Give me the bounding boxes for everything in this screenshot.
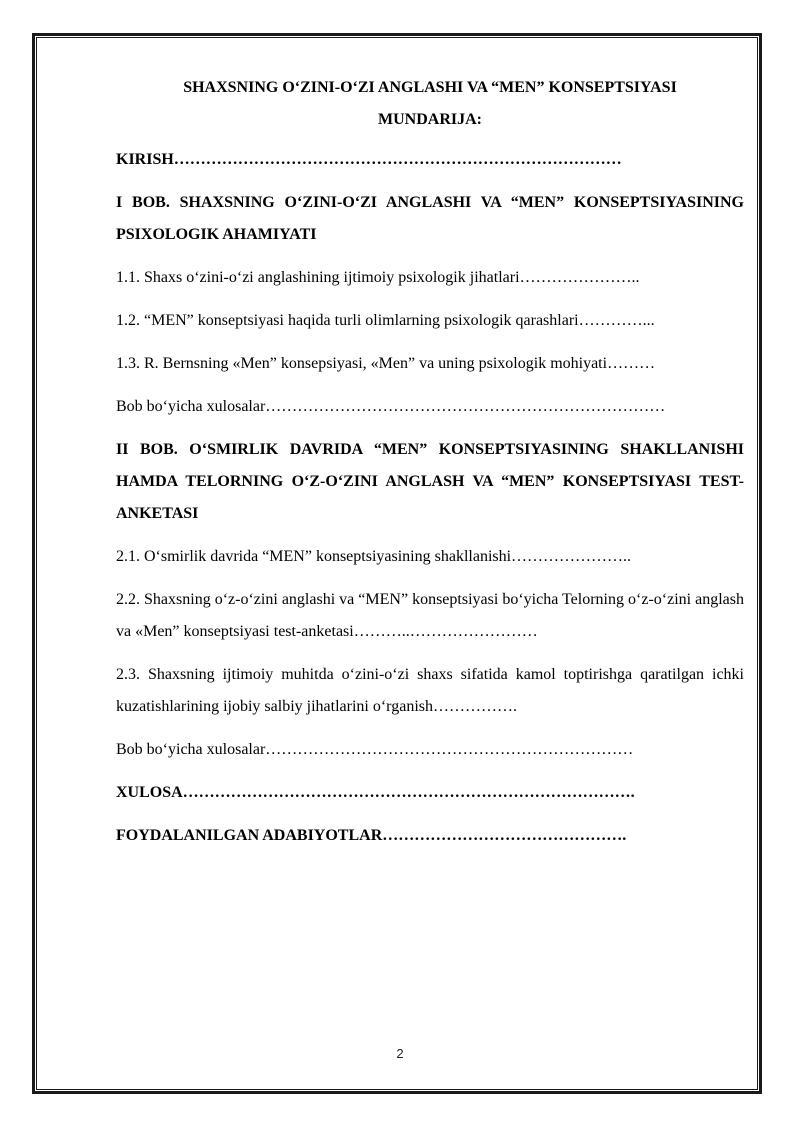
toc-entry-chapter-2: II BOB. O‘SMIRLIK DAVRIDA “MEN” KONSEPTSIYASINING SHAKLLANISHI HAMDA TELORNING O‘Z-O‘ZINI ANGLASH VA “MEN” KONSEPTSIYASI TEST-ANKETASI	[116, 441, 744, 522]
title-line-contents: MUNDARIJA:	[378, 111, 482, 128]
toc-entry-introduction: KIRISH…………………………………………………………………………	[116, 151, 622, 168]
toc-entry-conclusion: XULOSA………………………………………………………………………….	[116, 784, 635, 801]
toc-entry-1-2: 1.2. “MEN” konseptsiyasi haqida turli olimlarning psixologik qarashlari…………...	[116, 312, 655, 329]
toc-entry-chapter-1: I BOB. SHAXSNING O‘ZINI-O‘ZI ANGLASHI VA “MEN” KONSEPTSIYASINING PSIXOLOGIK AHAMIYATI	[116, 194, 744, 243]
table-of-contents	[116, 144, 744, 852]
toc-entry-1-3: 1.3. R. Bernsning «Men” konsepsiyasi, «Men” va uning psixologik mohiyati………	[116, 355, 656, 372]
document-body	[116, 72, 744, 863]
toc-entry-2-1: 2.1. O‘smirlik davrida “MEN” konseptsiyasining shakllanishi…………………..	[116, 548, 632, 565]
toc-entry-chapter-1-conclusions: Bob bo‘yicha xulosalar…………………………………………………………………	[116, 398, 666, 415]
title-line-main: SHAXSNING O‘ZINI-O‘ZI ANGLASHI VA “MEN” KONSEPTSIYASI	[183, 79, 677, 96]
toc-entry-chapter-2-conclusions: Bob bo‘yicha xulosalar……………………………………………………………	[116, 741, 634, 758]
document-title	[116, 72, 744, 136]
toc-entry-2-2: 2.2. Shaxsning o‘z-o‘zini anglashi va “MEN” konseptsiyasi bo‘yicha Telorning o‘z-o‘zini anglash va «Men” konseptsiyasi test-anketasi………..……………………	[116, 591, 744, 640]
toc-entry-2-3: 2.3. Shaxsning ijtimoiy muhitda o‘zini-o‘zi shaxs sifatida kamol toptirishga qaratilgan ichki kuzatishlarining ijobiy salbiy jihatlarini o‘rganish…………….	[116, 666, 744, 715]
page-number: 2	[396, 1046, 404, 1061]
toc-entry-references: FOYDALANILGAN ADABIYOTLAR……………………………………….	[116, 827, 627, 844]
toc-entry-1-1: 1.1. Shaxs o‘zini-o‘zi anglashining ijtimoiy psixologik jihatlari…………………..	[116, 269, 640, 286]
